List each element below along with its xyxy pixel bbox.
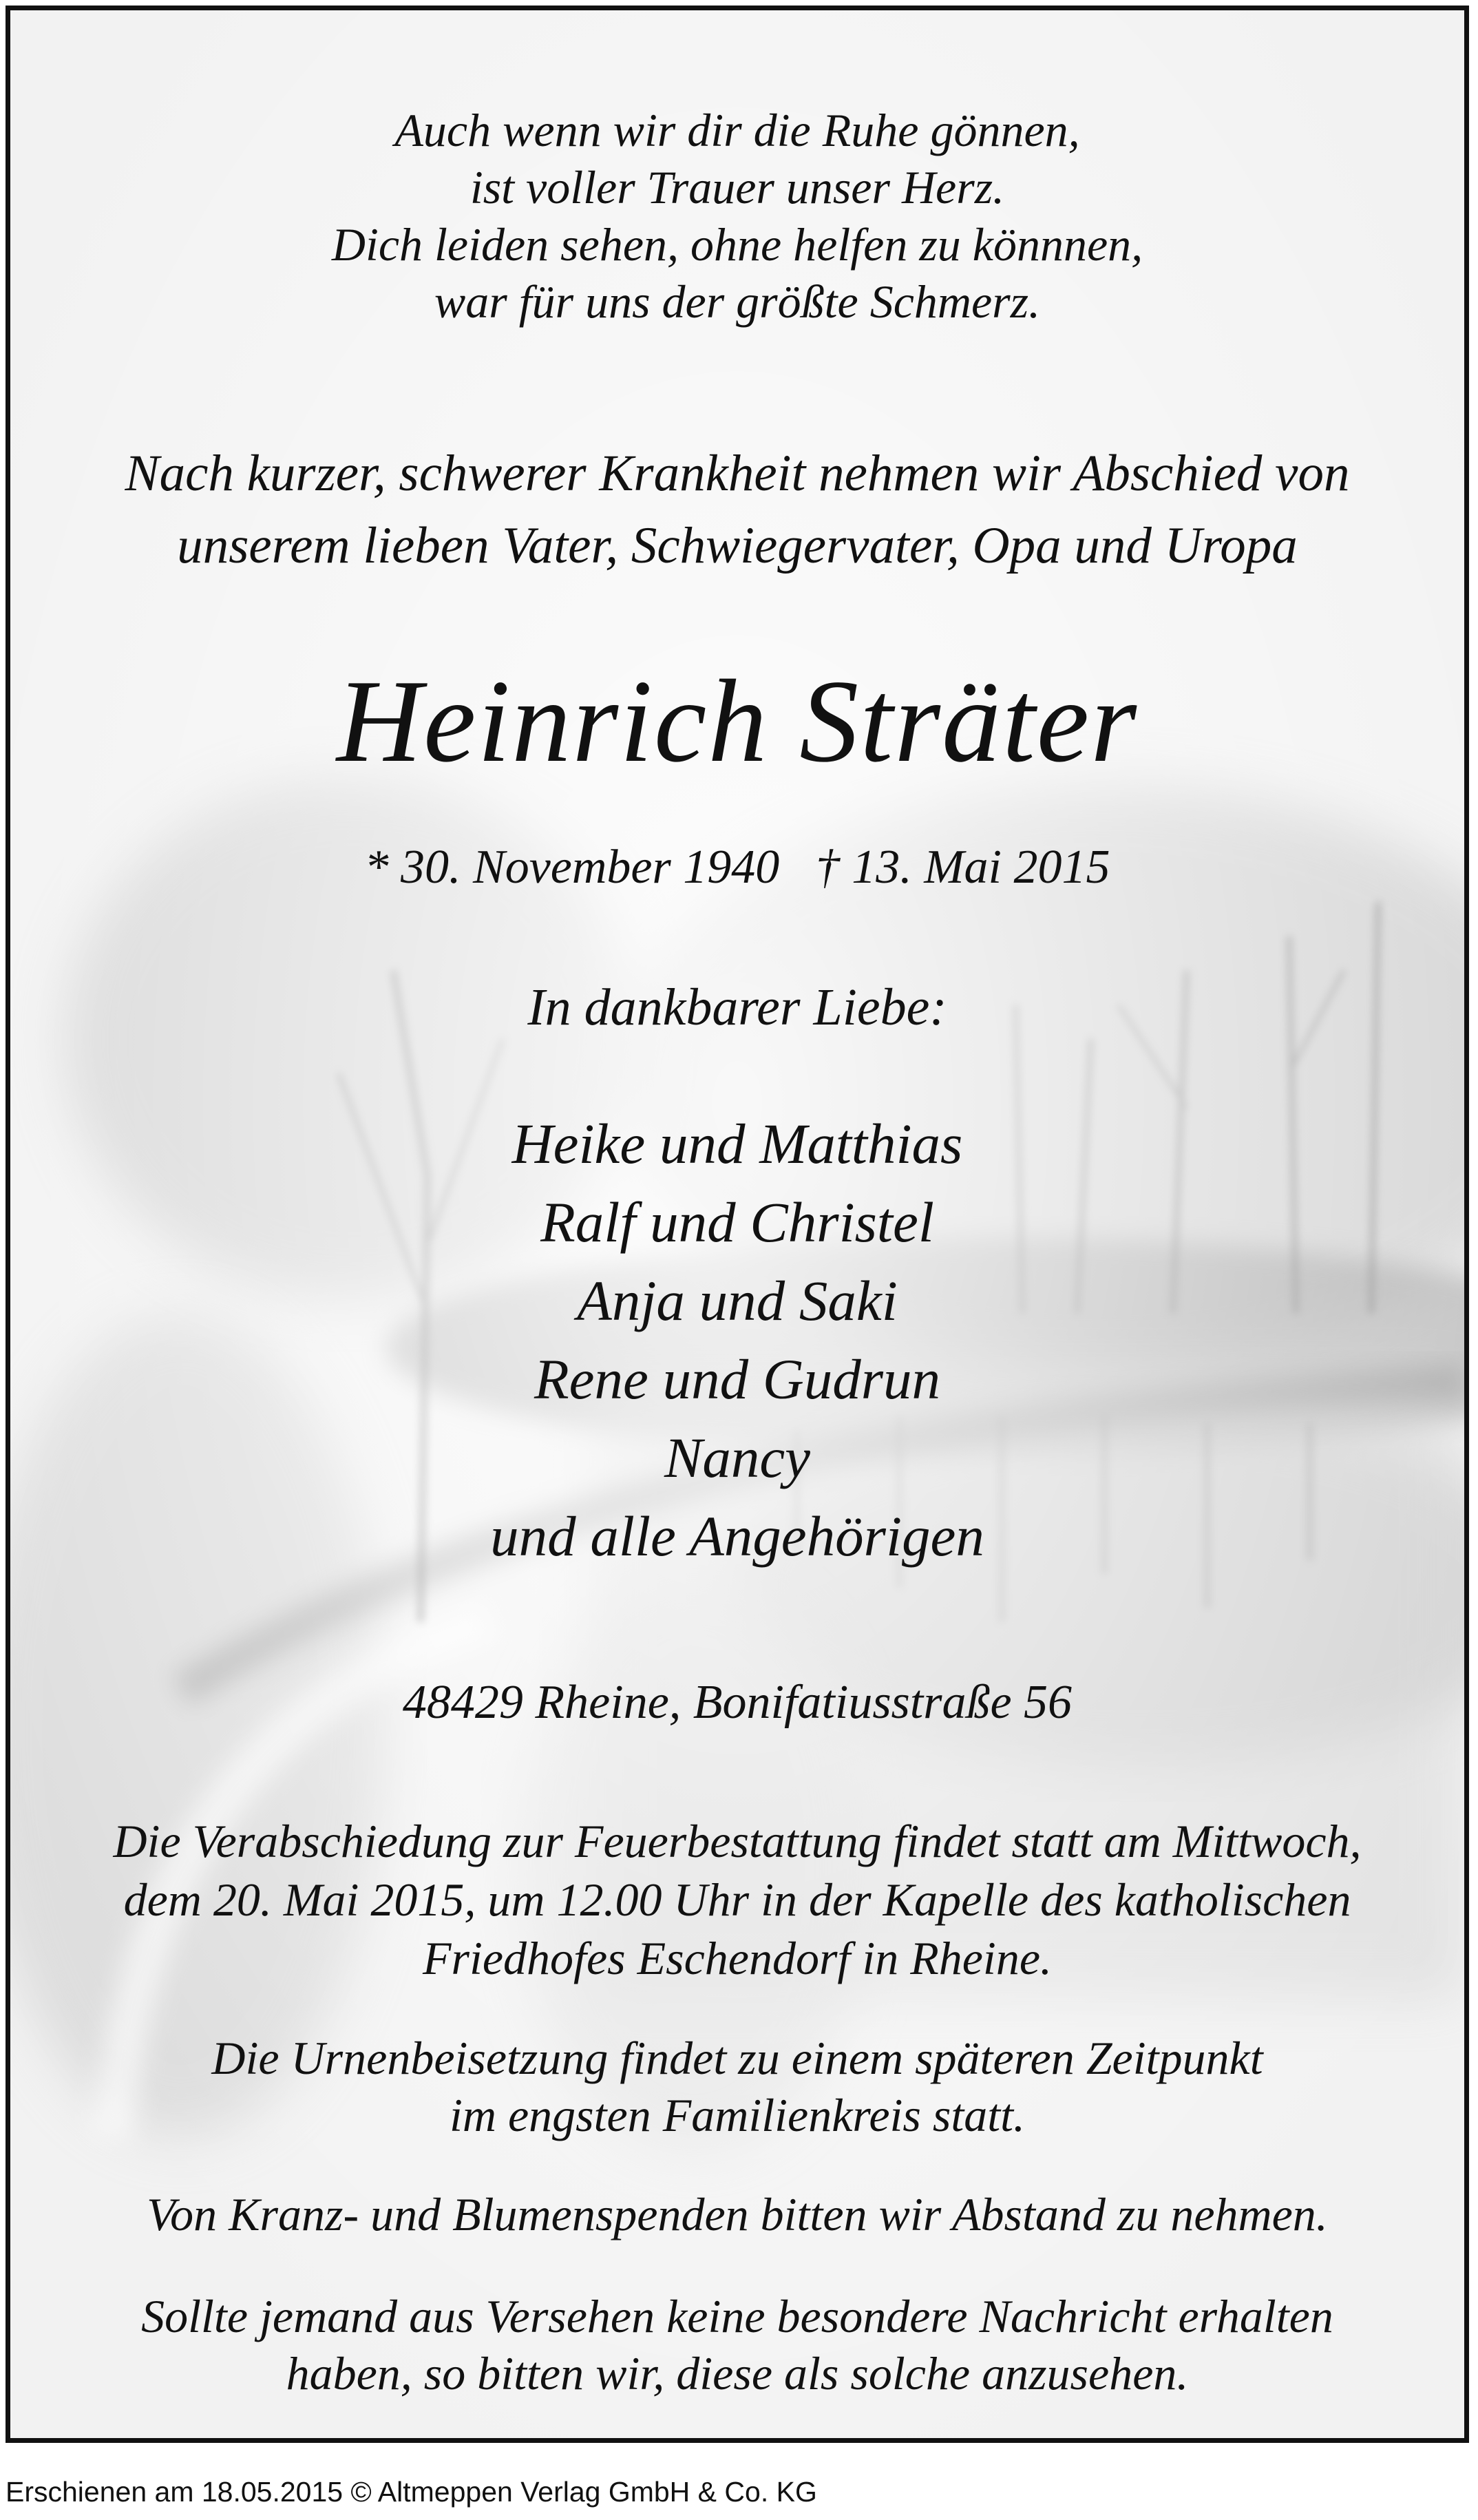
life-dates: * 30. November 1940 † 13. Mai 2015 [364,841,1110,894]
notification-note-line: Sollte jemand aus Versehen keine besondere Nachricht erhalten [141,2290,1333,2342]
poem-line: war für uns der größte Schmerz. [434,275,1041,328]
mourner-name: und alle Angehörigen [490,1504,984,1568]
intro-line: Nach kurzer, schwerer Krankheit nehmen wir Abschied von [125,445,1350,502]
mourner-name: Heike und Matthias [511,1112,963,1175]
urn-burial-line: im engsten Familienkreis statt. [449,2089,1026,2141]
poem-line: Auch wenn wir dir die Ruhe gönnen, [394,104,1080,156]
poem-line: ist voller Trauer unser Herz. [469,161,1005,213]
notice-text [10,10,1464,2438]
ceremony-line: Friedhofes Eschendorf in Rheine. [422,1932,1052,1984]
ceremony-line: Die Verabschiedung zur Feuerbestattung findet statt am Mittwoch, [113,1815,1362,1867]
mourners-heading: In dankbarer Liebe: [527,978,947,1036]
mourner-name: Ralf und Christel [540,1190,934,1254]
deceased-name: Heinrich Sträter [336,656,1139,787]
publication-credit: Erschienen am 18.05.2015 © Altmeppen Verlag GmbH & Co. KG [6,2476,817,2508]
family-address: 48429 Rheine, Bonifatiusstraße 56 [402,1676,1073,1729]
urn-burial-line: Die Urnenbeisetzung findet zu einem späteren Zeitpunkt [211,2032,1263,2084]
notification-note-line: haben, so bitten wir, diese als solche anzusehen. [286,2347,1189,2400]
mourner-name: Rene und Gudrun [534,1347,941,1411]
mourner-name: Anja und Saki [577,1269,898,1332]
flowers-note: Von Kranz- und Blumenspenden bitten wir Abstand zu nehmen. [147,2188,1328,2240]
poem-line: Dich leiden sehen, ohne helfen zu könnnen, [331,218,1143,271]
ceremony-line: dem 20. Mai 2015, um 12.00 Uhr in der Kapelle des katholischen [123,1873,1351,1926]
mourner-name: Nancy [664,1426,811,1489]
obituary-notice [6,6,1469,2443]
intro-line: unserem lieben Vater, Schwiegervater, Opa und Uropa [177,517,1298,574]
